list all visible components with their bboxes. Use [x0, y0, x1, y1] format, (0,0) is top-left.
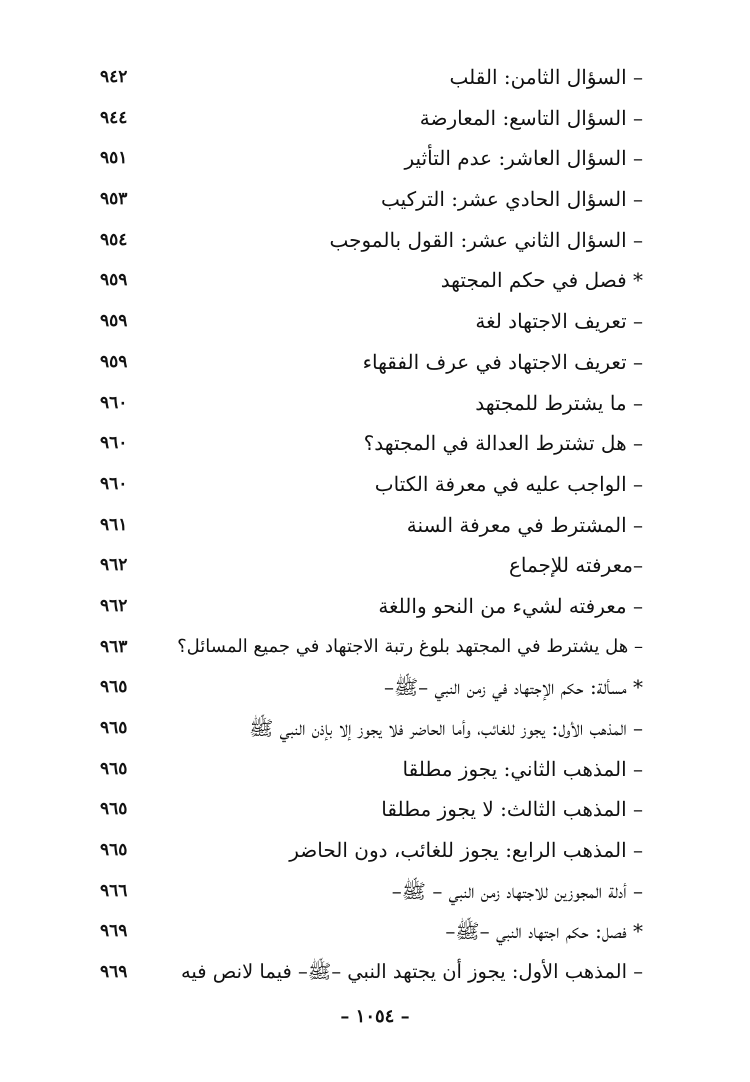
toc-entry-title: – المذهب الأول: يجوز للغائب، وأما الحاضر فلا يجوز إلا بإذن النبي ﷺ: [249, 716, 643, 740]
toc-entry-title: – هل تشترط العدالة في المجتهد؟: [363, 431, 643, 456]
toc-entry-page: ٩٦٦: [100, 880, 128, 901]
toc-entry-page: ٩٦٣: [100, 636, 128, 657]
toc-entry-page: ٩٦٥: [100, 840, 128, 861]
toc-entry-page: ٩٦٠: [100, 473, 128, 494]
toc-entry: [0, 708, 750, 749]
toc-entry: [0, 749, 750, 790]
toc-entry-title: – السؤال الحادي عشر: التركيب: [380, 187, 643, 212]
toc-entry-page: ٩٦٢: [100, 595, 128, 616]
toc-entry-page: ٩٦٠: [100, 392, 128, 413]
toc-entry-title: – السؤال التاسع: المعارضة: [419, 105, 643, 130]
toc-entry-title: – السؤال العاشر: عدم التأثير: [404, 146, 643, 171]
toc-entry: [0, 57, 750, 98]
toc-entry: [0, 138, 750, 179]
toc-entry: [0, 545, 750, 586]
toc-entry: [0, 98, 750, 139]
toc-entry-title: – المذهب الرابع: يجوز للغائب، دون الحاضر: [289, 838, 643, 863]
toc-entry: [0, 423, 750, 464]
toc-entry-page: ٩٦٩: [100, 962, 128, 983]
toc-entry: [0, 627, 750, 668]
toc-entry: [0, 383, 750, 424]
toc-entry-page: ٩٥٩: [100, 270, 128, 291]
toc-entry-title: – السؤال الثامن: القلب: [449, 65, 643, 89]
toc-entry: [0, 952, 750, 993]
toc-entry-title: * فصل في حكم المجتهد: [440, 268, 643, 293]
toc-entry: [0, 505, 750, 546]
toc-entry-page: ٩٦٠: [100, 433, 128, 454]
toc-entry: [0, 830, 750, 871]
toc-entry-title: * مسألة: حكم الإجتهاد في زمن النبي –ﷺ–: [384, 675, 643, 700]
toc-entry-page: ٩٥٩: [100, 351, 128, 372]
toc-entry-title: * فصل: حكم اجتهاد النبي –ﷺ–: [445, 919, 643, 944]
toc-entry: [0, 586, 750, 627]
toc-entry-page: ٩٥٣: [100, 189, 128, 210]
toc-entry-page: ٩٦١: [100, 514, 128, 535]
toc-entry: [0, 667, 750, 708]
toc-entry: [0, 789, 750, 830]
toc-entry-title: – السؤال الثاني عشر: القول بالموجب: [329, 227, 643, 252]
toc-entry: [0, 464, 750, 505]
toc-entry-title: – أدلة المجوزين للاجتهاد زمن النبي – ﷺ–: [391, 878, 643, 903]
toc-entry-title: –معرفته للإجماع: [508, 553, 643, 578]
toc-entry-title: – المذهب الثالث: لا يجوز مطلقا: [381, 797, 643, 822]
toc-entry-page: ٩٦٢: [100, 555, 128, 576]
toc-entry-page: ٩٦٥: [100, 758, 128, 779]
toc-entry-title: – المذهب الثاني: يجوز مطلقا: [402, 756, 643, 781]
toc-entry-page: ٩٤٤: [100, 107, 128, 128]
toc-entry-page: ٩٥١: [100, 148, 128, 169]
toc-entry-page: ٩٦٥: [100, 677, 128, 698]
toc-entry-page: ٩٤٢: [100, 67, 128, 87]
toc-entry-title: – المشترط في معرفة السنة: [406, 512, 643, 537]
toc-entry-title: – المذهب الأول: يجوز أن يجتهد النبي –ﷺ– فيما لانص فيه: [180, 960, 643, 984]
toc-entry: [0, 911, 750, 952]
toc-entry-title: – ما يشترط للمجتهد: [475, 390, 643, 415]
toc-entry-title: – تعريف الاجتهاد في عرف الفقهاء: [362, 349, 643, 374]
toc-entry-page: ٩٦٩: [100, 921, 128, 942]
toc-entry: [0, 301, 750, 342]
table-of-contents: [0, 57, 750, 993]
toc-entry-page: ٩٦٥: [100, 799, 128, 820]
toc-entry-page: ٩٥٤: [100, 229, 128, 250]
toc-entry: [0, 260, 750, 301]
toc-entry: [0, 342, 750, 383]
toc-entry-title: – معرفته لشيء من النحو واللغة: [378, 593, 643, 618]
page-number: – ١٠٥٤ –: [340, 1006, 410, 1027]
toc-entry-title: – تعريف الاجتهاد لغة: [475, 309, 643, 334]
toc-entry-page: ٩٥٩: [100, 311, 128, 332]
toc-entry-page: ٩٦٥: [100, 718, 128, 738]
toc-entry-title: – هل يشترط في المجتهد بلوغ رتبة الاجتهاد في جميع المسائل؟: [177, 635, 643, 657]
toc-entry: [0, 179, 750, 220]
toc-entry: [0, 871, 750, 912]
toc-entry-title: – الواجب عليه في معرفة الكتاب: [374, 471, 643, 496]
toc-entry: [0, 220, 750, 261]
